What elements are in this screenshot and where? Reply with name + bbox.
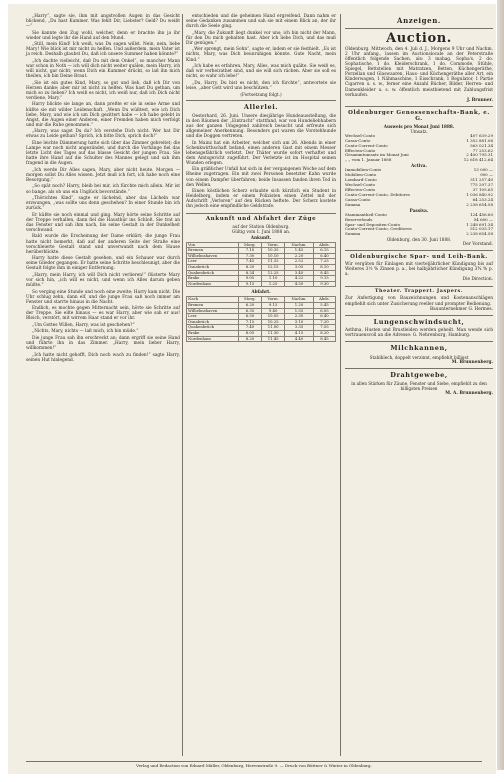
balance-value: 64 253.24 <box>472 196 493 202</box>
story-paragraph: „So spät noch? Harry, bleib bei mir, ich fürchte mich allein. Mir ist so bange, als ob uns ein Unglück bevorstände.“ <box>26 184 180 195</box>
timetable-cell: 5.45 <box>313 303 335 309</box>
timetable-cell: 7.45 <box>238 259 261 265</box>
timetable-cell: Leer <box>187 314 239 320</box>
milk-can-ad-text: Stahlblech, doppelt verzinnt, empfiehlt billigst <box>369 354 469 360</box>
timetable-cell: 6.05 <box>313 308 335 314</box>
story-paragraph: „Mary, die Zukunft liegt dunkel vor uns; ich bin nicht der Mann, für den Du mich gehalten hast. Aber ich liebe Dich, und das muß Dir genügen.“ <box>186 30 336 46</box>
news-items <box>186 114 336 210</box>
story-column <box>26 14 180 364</box>
timetable-cell: 11.30 <box>262 331 285 337</box>
milk-can-ad-signature: M. Brunnenberg. <box>451 359 493 365</box>
divider <box>345 106 493 107</box>
timetable-cell: 7.10 <box>238 248 261 254</box>
balance-label: Mobilien-Conto <box>345 172 377 178</box>
savings-bank-signature: Die Direction. <box>462 277 493 283</box>
column-rule <box>182 14 183 756</box>
divider <box>345 250 493 251</box>
timetable-header-cell: Nach <box>187 297 239 303</box>
wire-mesh-ad-title: Drahtgewebe, <box>390 370 448 379</box>
story-paragraph: Sie kannte den Zug wohl, welcher, denn er brachte ihn ja ihr wieder und legte ihr die Hand auf den Mund. <box>26 30 180 41</box>
news-column <box>186 14 336 342</box>
balance-label: Reservefonds <box>345 216 373 222</box>
timetable-cell: 2.52 <box>285 259 314 265</box>
story-paragraph: „Thörichtes Kind“, sagte er lächelnd, aber das Lächeln war erzwungen, „was sollte uns denn geschehen? In einer Stunde bin ich zurück.“ <box>26 196 180 212</box>
timetable-cell: 7.20 <box>313 319 335 325</box>
timetable-cell: Brake <box>187 276 239 282</box>
story-paragraph: Endlich, es mochte gegen Mitternacht sein, hörte sie Schritte auf der Treppe. Sie eilte hinaus — es war Harry, aber wie sah er aus! Bleich, verstört, mit wirrem Haar stand er vor ihr. <box>26 306 180 322</box>
balance-label: Lombard-Conto <box>345 177 377 183</box>
timetable-cell: 7.55 <box>313 325 335 331</box>
balance-value: 2 238 654.58 <box>466 231 493 237</box>
story-paragraph: So verging eine Stunde und noch eine zweite; Harry kam nicht. Die Uhr schlug zehn, dann elf, und die junge Frau saß noch immer am Fenster und starrte hinaus in die Nacht. <box>26 289 180 305</box>
balance-value: 2 238 654.58 <box>466 201 493 207</box>
timetable-cell: Nordenham <box>187 336 239 342</box>
timetable-cell: Quakenbrück <box>187 270 239 276</box>
story-paragraph: „Ich dachte vielleicht, daß Du mit dem Onkel“, so mancher Mann war schon in Noth — ich will dich nicht weiter quälen, mein Harry, ich will nicht, gar nicht; wenn Dich ein Kummer drückt, so laß ihn mich theilen, ich bin Deine Braut. <box>26 58 180 80</box>
balance-value: 13 000 — <box>473 167 493 173</box>
balance-value: 1 352 881.06 <box>466 137 493 143</box>
story-paragraph: Bald wurde die Erscheinung der Dame erklärt; die junge Frau hatte nicht bemerkt, daß auf der anderen Seite der Straße eine verschleierte Gestalt stand und unverwandt nach dem Hause herüberblickte. <box>26 234 180 255</box>
timetable-cell: 8.10 <box>313 264 335 270</box>
story-paragraph: „Harry, mein Harry, ich will Dich nicht verlieren!“ flüsterte Mary vor sich hin, „ich will es nicht, und wenn ich Alles darum geben müßte.“ <box>26 272 180 289</box>
passiva-label: Passiva. <box>409 207 429 213</box>
timetable-cell: 2.30 <box>285 314 314 320</box>
timetable-cell: 11.45 <box>262 336 285 342</box>
timetable-cell: 9.05 <box>238 276 261 282</box>
timetable-cell: 1.45 <box>285 248 314 254</box>
aktiva-label: Activa. <box>411 163 427 169</box>
timetable-cell: 8.05 <box>238 331 261 337</box>
milk-can-ad-title: Milchkannen, <box>390 344 448 353</box>
departures-table <box>186 296 336 342</box>
story-paragraph: „Still, mein Kind! Ich weiß, was Du sagen willst. Nein, nein, liebe Mary! Wie blick ist mir nicht zu helfen. Und außerdem, mein Vater ist ja reich. Deshalb glaubst Du, daß ich unsere Summer haben könnte?“ <box>26 42 180 58</box>
ads-header: Anzeigen. <box>397 16 441 25</box>
timetable-cell: 3.40 <box>285 270 314 276</box>
timetable-cell: 4.22 <box>285 276 314 282</box>
balance-label: Gesammtumsatz im Monat Juni <box>345 152 409 158</box>
story-paragraph: „Du, Harry, Du bist es nicht, den ich fürchte“, antwortete sie leise, „aber Gott wird uns beschützen.“ <box>186 80 336 91</box>
building-ad-text: Zur Anfertigung von Bauzeichnungen und Kostenanschlägen empfiehlt sich unter Zusicherung reeller und prompter Bedienung. <box>345 296 493 307</box>
timetable-cell: 8.34 <box>238 270 261 276</box>
passiva-table <box>345 213 493 238</box>
timetable-header-cell: Abds. <box>313 242 335 248</box>
balance-value: 311 257.40 <box>470 177 493 183</box>
timetable-cell: Osnabrück <box>187 319 239 325</box>
timetable-cell: 9.15 <box>313 276 335 282</box>
auction-text: Oldenburg. Mittwoch, den 4. Juli d. J., Morgens 9 Uhr und Nachm. 2 Uhr anfang., lassen im Auctionslocale an der Peterstraße öffentlich folgende Sachen, als: 3 mahag. Sopha's, 2 do. Sophatische, 1 do. Kleiderschrank, 1 do. Commode, Stühle, Spiegel, Bettstellen mit Matratzen, Betten, Küchengeräthe, Porzellan und Glaswaaren, Haus- und Küchengeräthe aller Art, ein Kinderwagen, 1 Nähmaschine, 1 Eisschrank, 1 Regulator, 1 Partie Cigarren u. s. w., ferner eine Anzahl Bücher, Bilder, Herren- und Damenkleider u. s. w. öffentlich meistbietend mit Zahlungsfrist verkaufen. <box>345 46 493 98</box>
story-paragraph: „Ich werde Dir Alles sagen, Mary, aber nicht heute. Morgen — morgen sollst Du Alles wissen. Jetzt muß ich fort, ich habe noch eine Besorgung.“ <box>26 167 180 183</box>
balance-value: 37 105.65 <box>472 186 493 192</box>
timetable-cell: 1.20 <box>285 303 314 309</box>
story-paragraph: „Harry, was sagst Du da? Ich verstehe Dich nicht. Wer hat Dir etwas zu Leide gethan? Sprich, ich bitte Dich, sprich doch!“ <box>26 129 180 140</box>
timetable-cell: 7.25 <box>313 259 335 265</box>
timetable-cell: 10.35 <box>262 248 285 254</box>
timetable-cell: 8.20 <box>313 331 335 337</box>
newspaper-page <box>8 4 496 774</box>
auction-title: Auction. <box>386 30 452 46</box>
story-paragraph: „Ich hatte nicht gehofft, Dich noch wach zu finden!“ sagte Harry, seinen Hut hinlegend. <box>26 352 180 363</box>
balance-label: „ „ vom 1. Januar 1888 <box>345 157 392 163</box>
timetable-cell: 6.50 <box>238 314 261 320</box>
balance-value: 775 297.37 <box>470 182 493 188</box>
savings-bank-text: Wir vergüten für Einlagen mit vierteljährlicher Kündigung bis auf Weiteres 3½ % Zinsen p. a., bei halbjährlicher Kündigung 3¾ % p. a. <box>345 262 493 278</box>
timetable-cell: 4.15 <box>285 331 314 337</box>
timetable-cell: 9.15 <box>238 281 261 287</box>
departures-label: Abfahrt. <box>251 289 271 295</box>
timetable-cell: 6.35 <box>238 308 261 314</box>
theater-title: Theater. Trappert. Jaspers. <box>374 288 464 295</box>
timetable-cell: Leer <box>187 259 239 265</box>
timetable-cell: 7.15 <box>238 319 261 325</box>
imprint-footer: Verlag und Redaction von Eduard Müller, Oldenburg, Herrenstraße 9. — Druck von Büttner & Winter in Oldenburg. <box>26 761 482 768</box>
timetable-cell: 3.05 <box>285 264 314 270</box>
timetable-title: Ankunft und Abfahrt der Züge <box>205 216 317 223</box>
balance-value: 512 033.17 <box>470 226 493 232</box>
auction-signature: J. Brunner. <box>466 97 493 103</box>
news-item: Einen köstlichen Scherz erlaubte sich kürzlich ein Student in Heidelberg, indem er einem Polizisten einen Zettel mit der Aufschrift „Verloren“ auf den Rücken heftete. Der Scherz kostete ihn jedoch eine empfindliche Geldstrafe. <box>186 189 336 210</box>
divider <box>345 341 493 342</box>
savings-bank-title: Oldenburgische Spar- und Leih-Bank. <box>350 254 488 261</box>
balance-value: 2 400 795.31 <box>466 152 493 158</box>
balance-label: Conto-Corrent-Conto, Creditores <box>345 226 412 232</box>
balance-label: Effecten-Conto <box>345 186 376 192</box>
timetable-cell: Wilhelmshaven <box>187 253 239 259</box>
balance-value: 12 618 412.64 <box>463 157 493 163</box>
aktiva-table <box>345 168 493 207</box>
timetable-validity: Gültig vom 1. Juni 1888 an. <box>231 229 291 235</box>
balance-value: 900 — <box>480 172 493 178</box>
story-paragraph: Harry hatte diese Gestalt gesehen, und ein Schauer war durch seine Glieder gegangen. Er hatte seine Schritte beschleunigt, aber die Gestalt folgte ihm in einiger Entfernung. <box>26 256 181 272</box>
timetable-cell: 6.40 <box>313 253 335 259</box>
balance-label: Conto-Corrent-Conto <box>345 142 388 148</box>
timetable-cell: Wilhelmshaven <box>187 308 239 314</box>
umsatz-label: Umsatz. <box>410 128 428 134</box>
timetable-cell: Bremen <box>187 248 239 254</box>
timetable-cell: Bremen <box>187 303 239 309</box>
timetable-header-cell: Vorm. <box>262 297 285 303</box>
balance-label: Cassa-Conto <box>345 196 371 202</box>
timetable-cell: 9.15 <box>262 303 285 309</box>
balance-value: 54 600 — <box>473 216 493 222</box>
timetable-cell: 1.25 <box>262 281 285 287</box>
timetable-cell: 4.40 <box>285 336 314 342</box>
divider <box>345 286 493 287</box>
column-rule <box>340 14 341 756</box>
balance-label: Summa <box>345 201 361 207</box>
balance-value: 1 248 691.34 <box>466 221 493 227</box>
timetable-cell: 4.50 <box>285 281 314 287</box>
arrivals-table <box>186 242 336 288</box>
balance-label: Conto-Corrent-Conto, Debitores <box>345 191 410 197</box>
balance-label: Cassa-Conto <box>345 137 371 143</box>
timetable-header-cell: Abds. <box>313 297 335 303</box>
timetable-cell: 1.55 <box>285 308 314 314</box>
timetable-cell: Quakenbrück <box>187 325 239 331</box>
timetable-cell: 10.25 <box>262 319 285 325</box>
timetable-cell: 10.10 <box>262 253 285 259</box>
timetable-cell: 7.40 <box>238 325 261 331</box>
timetable-cell: 11.00 <box>262 325 285 331</box>
timetable-header-cell: Von <box>187 242 239 248</box>
timetable-cell: 8.45 <box>313 336 335 342</box>
balance-label: Spar- und Depositen-Conto <box>345 221 401 227</box>
coop-bank-subtitle: Ausweis pro Monat Juni 1888. <box>383 123 455 129</box>
lung-ad-title: Lungenschwindsucht, <box>373 317 465 326</box>
news-item: In Mainz hat ein Arbeiter, welcher sich am 26. Abends in einer Schenkwirthschaft befand, einen anderen Gast mit einem Messer lebensgefährlich verletzt. Der Thäter wurde sofort verhaftet und dem Amtsgericht zugeführt. Der Verletzte ist im Hospital seinen Wunden erlegen. <box>186 140 336 166</box>
story-paragraph: „Ich habe es erfahren, Mary, Alles, was mich quälte. Sie weiß es, daß wir verheirathet sind, und sie will sich rächen. Aber sie soll es nicht, so wahr ich lebe!“ <box>186 64 336 80</box>
divider <box>345 28 493 29</box>
story-continuation <box>186 14 336 91</box>
timetable-row <box>187 281 336 287</box>
balance-label: Wechsel-Conto <box>345 132 376 138</box>
timetable-cell: 3.10 <box>285 319 314 325</box>
page-binding-edge <box>497 0 504 770</box>
timetable-cell: 8.45 <box>313 270 335 276</box>
balance-label: Immobilien-Conto <box>345 167 382 173</box>
wire-mesh-ad-signature: M. A. Brunnenberg. <box>445 391 493 397</box>
timetable-cell: 11.32 <box>262 259 285 265</box>
balance-label: Summa <box>345 231 361 237</box>
timetable-cell: 8.20 <box>238 264 261 270</box>
story-paragraph: „Sie ist ein gutes Kind, Mary, so gut und lieb, daß ich Dir von Herzen danke; aber mir ist nicht zu helfen. Was hast Du gethan, um mich so zu lieben? Ich weiß es nicht, ich weiß nur, daß ich Dich nicht verdiene, Mary.“ <box>26 80 180 101</box>
divider <box>186 100 336 101</box>
timetable-cell: 2.20 <box>285 253 314 259</box>
story-paragraph: „Harry“, sagte sie, ihm mit angstvollen Augen in das Gesicht blickend, „Du hast Kummer. Was fehlt Dir, Liebster? Geld? Du weißt —“ <box>26 14 180 30</box>
timetable-cell: 8.20 <box>238 336 261 342</box>
timetable-cell: 6.20 <box>238 303 261 309</box>
timetable-cell: 9.40 <box>262 308 285 314</box>
story-paragraph: Die junge Frau sah ihn erschreckt an; dann ergriff sie seine Hand und führte ihn in das Zimmer. „Harry, mein lieber Harry, willkommen!“ <box>26 335 180 352</box>
timetable-cell: Osnabrück <box>187 264 239 270</box>
wire-mesh-ad-text: in allen Stärken für Zäune, Fenster und Siebe, empfiehlt zu den billigsten Preisen <box>351 381 487 392</box>
story-paragraph: „Um Gottes Willen, Harry, was ist geschehen?“ <box>32 322 135 328</box>
timetable-cell: 3.35 <box>285 325 314 331</box>
lung-ad-text: Asthma, Husten und Brustleiden werden geheilt. Man wende sich vertrauensvoll an die Adresse: G. Nehrenburg, Hamburg. <box>345 328 493 339</box>
balance-value: 563 021.34 <box>470 142 493 148</box>
timetable-cell: 10.05 <box>262 314 285 320</box>
story-paragraph: entschieden und die geheimen Hand ergreifend. Dann nahm er seine Gedanken zusammen und sah sie mit einem Blick an, der ihr durch die Seele ging. <box>186 14 336 30</box>
timetable-cell: Nordenham <box>187 281 239 287</box>
timetable-header-cell: Nachm. <box>285 242 314 248</box>
coop-bank-title: Oldenburger Genossenschafts-Bank, e. G. <box>348 109 490 122</box>
timetable-cell: 9.30 <box>313 281 335 287</box>
story-paragraph: Er küßte sie noch einmal und ging. Mary hörte seine Schritte auf der Treppe verhallen, dann fiel die Hausthür ins Schloß. Sie trat an das Fenster und sah ihm nach, bis seine Gestalt in der Dunkelheit verschwand. <box>26 212 180 233</box>
advertisement-column <box>345 14 493 396</box>
timetable-header-cell: Morg. <box>238 297 261 303</box>
news-item: Oesterhard, 26. Juni. Unsere diesjährige Hundeausstellung, die in den Räumen der „Eintracht“ stattfand, war von Hundeliebhabern aus der ganzen Umgegend zahlreich besucht und erfreute sich allgemeiner Anerkennung. Besonders gut waren die Vorstehhunde und die Doggen vertreten. <box>186 113 336 140</box>
timetable-cell: 6.40 <box>313 314 335 320</box>
balance-label: Effecten-Conto <box>345 147 376 153</box>
coop-bank-signature: Der Vorstand. <box>462 242 493 248</box>
building-ad-signature: Bauunternehmer G. Hermes. <box>429 306 493 312</box>
divider <box>345 315 493 316</box>
balance-value: 124 456.60 <box>470 211 493 217</box>
divider <box>186 213 336 214</box>
timetable-header-cell: Vorm. <box>262 242 285 248</box>
timetable-cell: 12.25 <box>262 270 285 276</box>
balance-value: 407 639.29 <box>470 132 493 138</box>
umsatz-table <box>345 134 493 163</box>
coop-bank-date: Oldenburg, den 30. Juni 1888. <box>386 237 452 243</box>
timetable-header-cell: Morg. <box>238 242 261 248</box>
timetable-row <box>187 336 336 342</box>
story-continued-note: (Fortsetzung folgt.) <box>240 92 282 98</box>
timetable-cell: 6.15 <box>313 248 335 254</box>
divider <box>345 368 493 369</box>
story-paragraph: „Wer sprengt, mein Sohn“, sagte er, indem er sie festhielt. „Es ist nichts, Mary, was Dich beunruhigen könnte. Gute Nacht, mein Kind.“ <box>186 47 336 63</box>
arrivals-label: Ankunft. <box>250 234 272 240</box>
timetable-cell: 12.15 <box>262 264 285 270</box>
news-item: Ein gräßlicher Unfall hat sich in der vergangenen Woche auf dem Rheine zugetragen. Ein mit zwei Personen besetzter Kahn wurde von einem Dampfer überfahren; beide Insassen fanden ihren Tod in den Wellen. <box>186 167 336 188</box>
balance-label: Wechsel-Conto <box>345 182 376 188</box>
story-paragraph: Eine leichte Dämmerung hatte sich über das Zimmer gebreitet; die Lampe war noch nicht angezündet, und durch die Vorhänge fiel das letzte Licht des Tages auf das blasse Gesicht der jungen Frau. Sie hatte ihre Hand auf die Schulter des Mannes gelegt und sah ihm fragend in die Augen. <box>26 140 180 167</box>
story-paragraph: Harry blickte sie lange an, dann preßte er sie in seine Arme und küßte sie mit wilder Leidenschaft. „Wenn Du wüßtest, wie ich Dich liebe, Mary, und wie ich um Dich gezittert habe — ich habe gelebt in Angst, die Augen einer Anderen, einer Fremden haben mich verfolgt und mir die Ruhe genommen.“ <box>26 102 180 128</box>
timetable-header-cell: Nachm. <box>285 297 314 303</box>
balance-value: 77 253.62 <box>472 147 493 153</box>
timetable-cell: 7.30 <box>238 253 261 259</box>
timetable-station: auf der Station Oldenburg. <box>232 224 290 230</box>
balance-value: 1 036 840.92 <box>466 191 493 197</box>
news-heading: Allerlei. <box>243 103 279 112</box>
timetable-cell: 1.10 <box>262 276 285 282</box>
story-paragraph: „Nichts, Mary, nichts — laß mich, ich bin müde.“ <box>32 329 139 335</box>
timetable-cell: Brake <box>187 331 239 337</box>
balance-label: Stammantheil-Conto <box>345 211 387 217</box>
